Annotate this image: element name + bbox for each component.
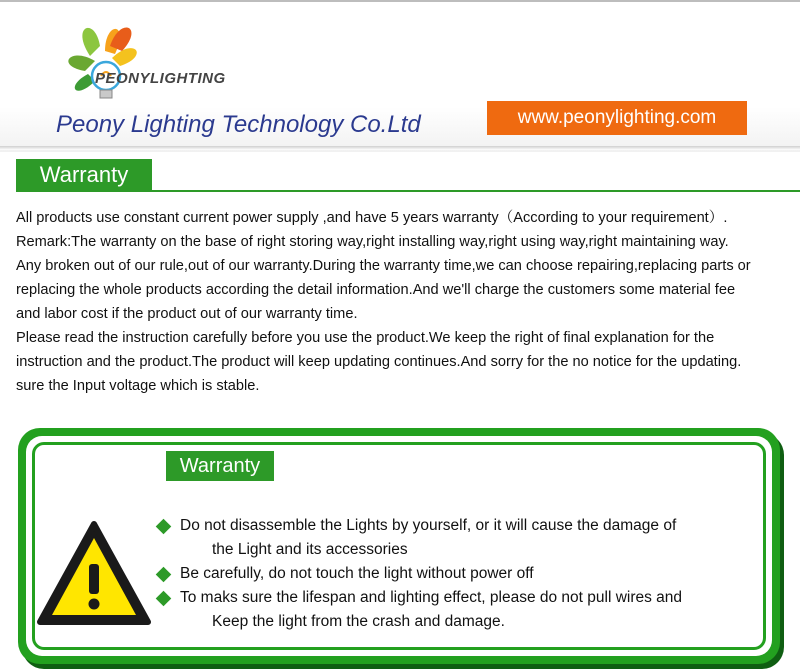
- paragraph-line: instruction and the product.The product will keep updating continues.And sorry for the no notice for the updating.: [16, 354, 742, 370]
- brand-name: PEONYLIGHTING: [95, 70, 226, 87]
- paragraph-line: Remark:The warranty on the base of right storing way,right installing way,right using way,right maintaining way.: [16, 234, 729, 250]
- section-divider: [16, 190, 800, 192]
- list-item: [156, 562, 776, 586]
- bullet-text-continued: the Light and its accessories: [212, 541, 408, 558]
- warranty-bullets: [156, 514, 776, 634]
- paragraph-line: sure the Input voltage which is stable.: [16, 378, 260, 394]
- warranty-text: [16, 206, 800, 398]
- paragraph-line: All products use constant current power supply ,and have 5 years warranty（According to your requirement）.: [16, 210, 728, 226]
- bullet-text: Do not disassemble the Lights by yourself, or it will cause the damage of: [180, 517, 677, 534]
- website-link[interactable]: www.peonylighting.com: [487, 101, 747, 135]
- list-item: [156, 514, 776, 562]
- list-item: [156, 586, 776, 634]
- header-divider: [0, 146, 800, 150]
- diamond-bullet-icon: [156, 567, 172, 583]
- diamond-bullet-icon: [156, 519, 172, 535]
- bullet-text-continued: Keep the light from the crash and damage.: [212, 613, 505, 630]
- bulb-leaves-icon: [50, 16, 250, 116]
- section-title: Warranty: [16, 159, 152, 190]
- bullet-text: Be carefully, do not touch the light without power off: [180, 565, 534, 582]
- paragraph-line: and labor cost if the product out of our warranty time.: [16, 306, 358, 322]
- box-title: Warranty: [166, 451, 274, 481]
- bullet-text: To maks sure the lifespan and lighting effect, please do not pull wires and: [180, 589, 683, 606]
- paragraph-line: replacing the whole products according the detail information.And we'll charge the customers some material fee: [16, 282, 736, 298]
- paragraph-line: Any broken out of our rule,out of our warranty.During the warranty time,we can choose repairing,replacing parts or: [16, 258, 751, 274]
- warning-triangle-icon: [36, 520, 152, 628]
- paragraph-line: Please read the instruction carefully before you use the product.We keep the right of final explanation for the: [16, 330, 715, 346]
- diamond-bullet-icon: [156, 591, 172, 607]
- company-name: Peony Lighting Technology Co.Ltd: [56, 111, 421, 138]
